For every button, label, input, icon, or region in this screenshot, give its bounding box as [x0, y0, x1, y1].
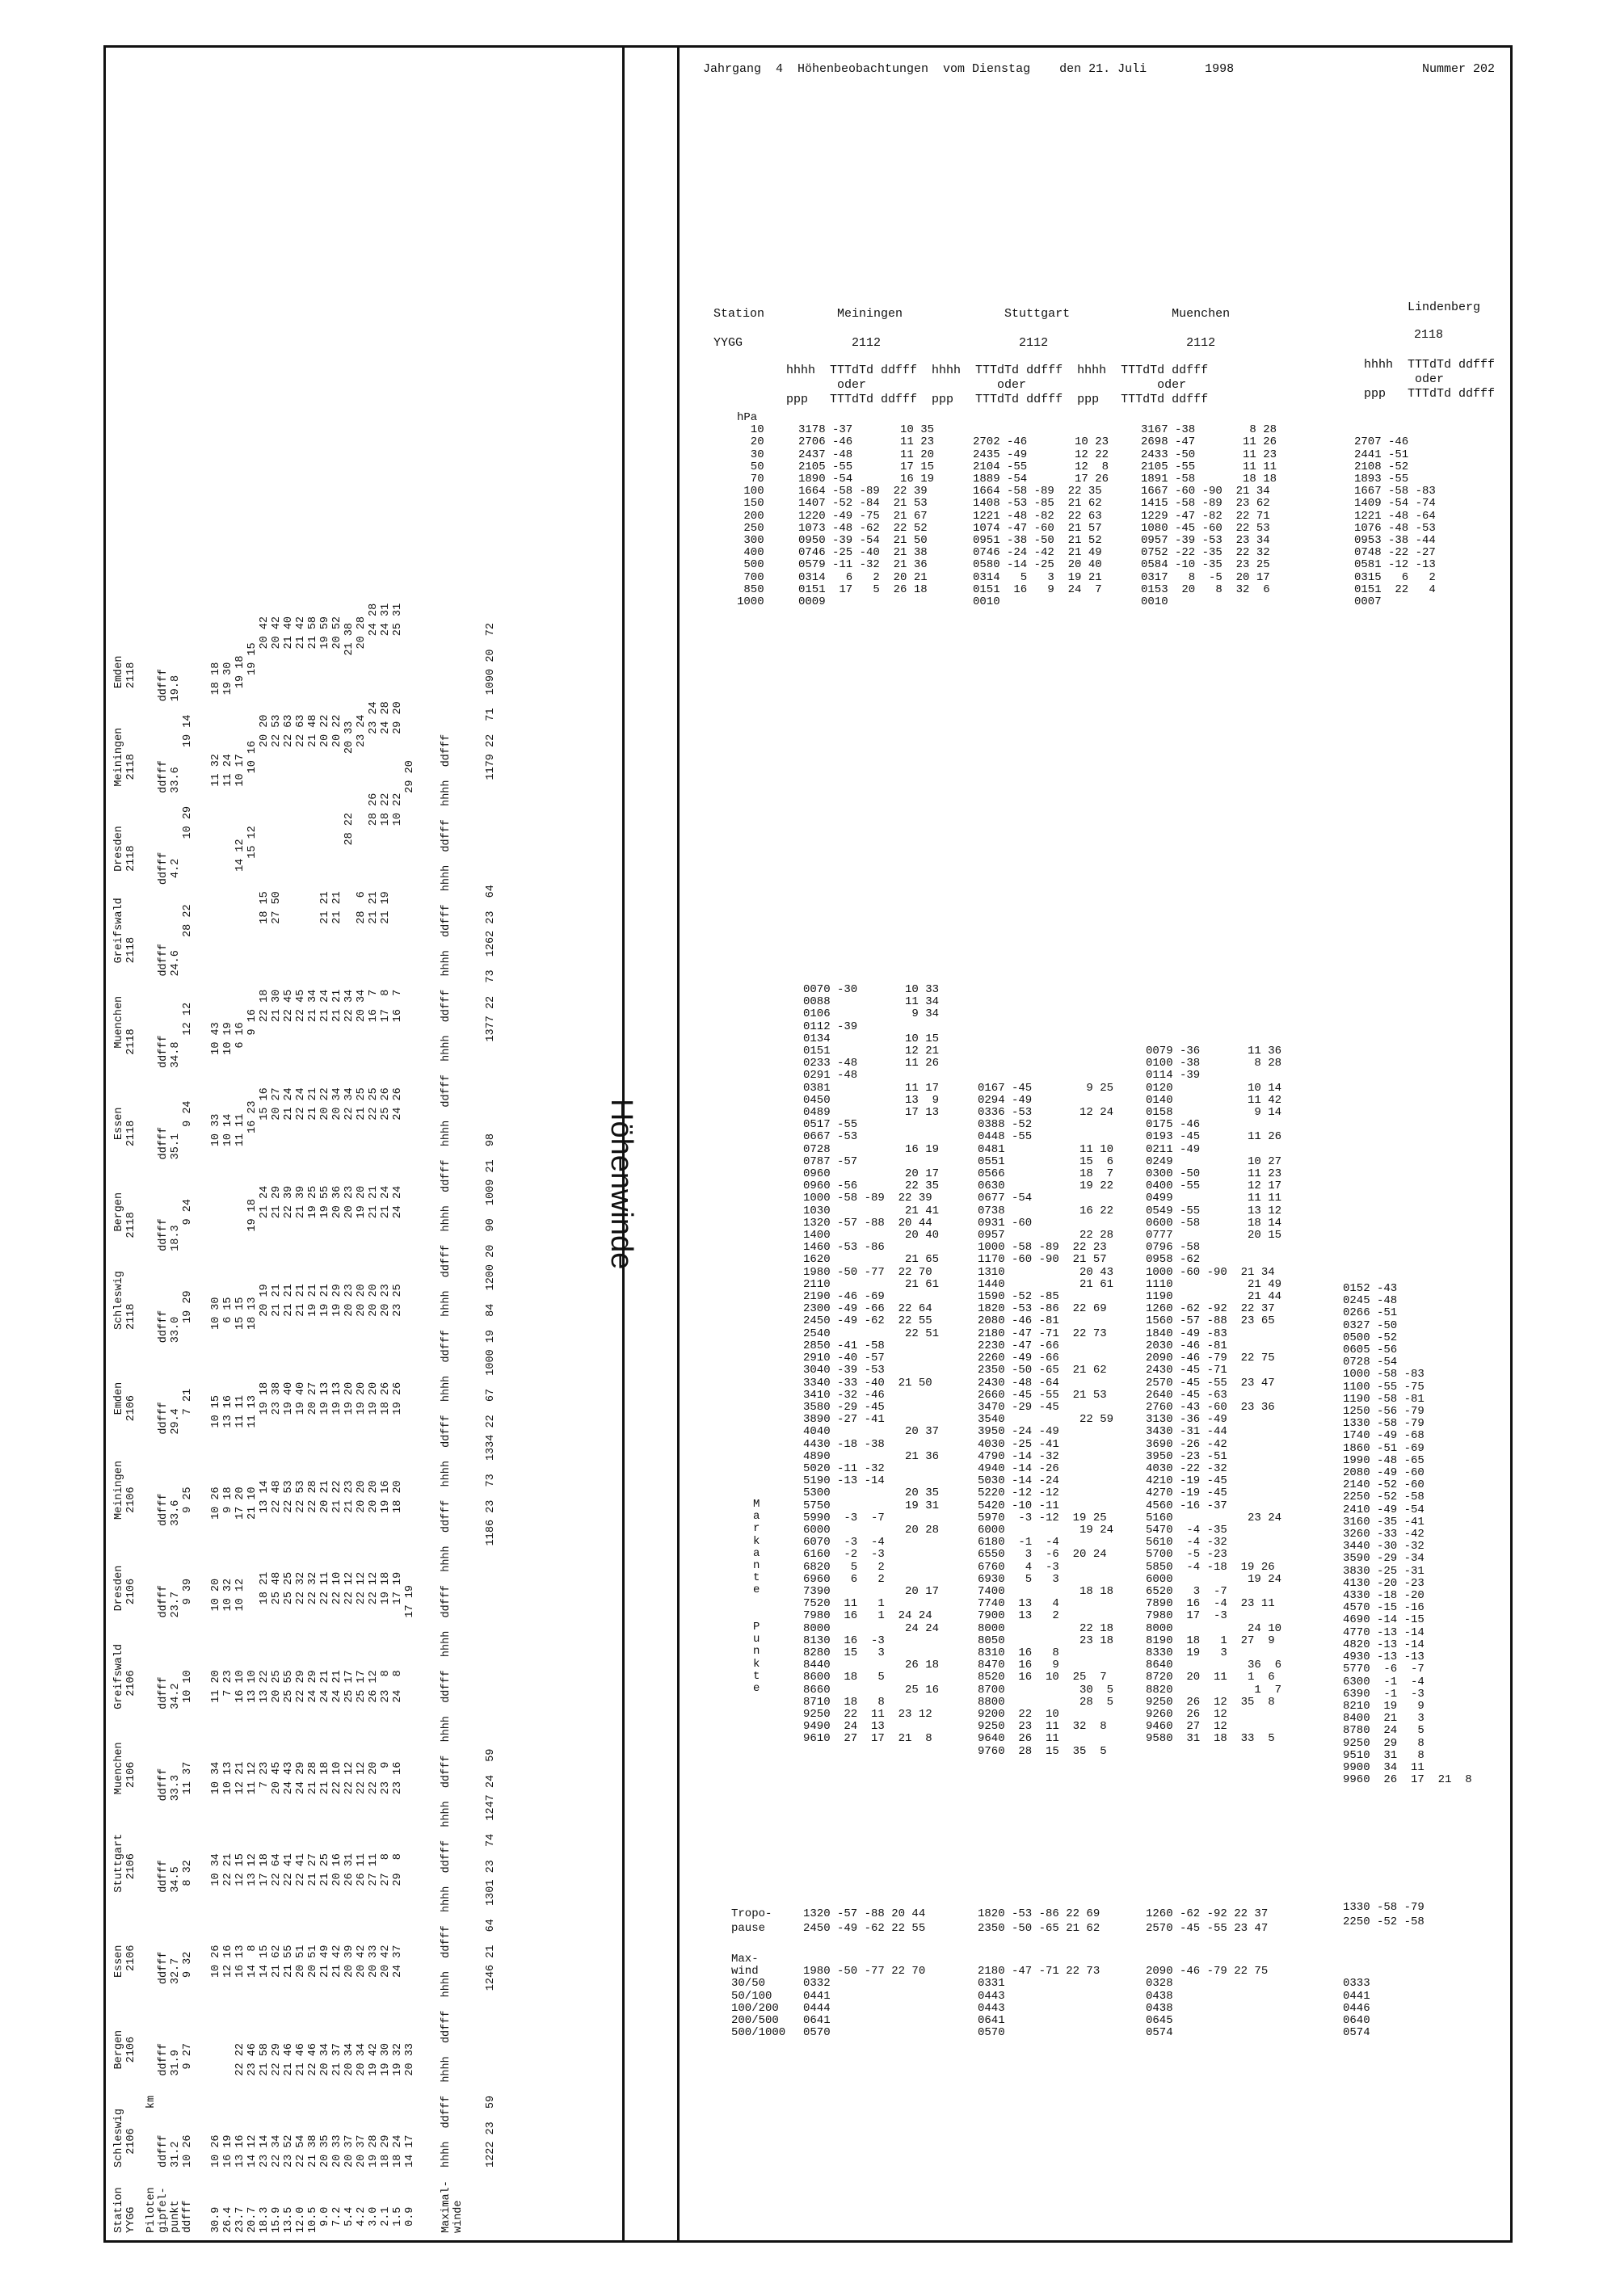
left-row-23-7: 23.7 13 16 22 22 16 13 12 15 12 21 16 10 10 12 17 20 11 11 15 15 11 11 6 16 14 12 10 17 19 18 — [234, 655, 246, 2233]
left-row-punkt: punkt 31.2 31.9 32.7 34.5 33.3 34.2 23.7 33.6 29.4 33.0 18.3 35.1 34.8 24.6 4.2 33.6 19.8 — [170, 675, 182, 2233]
sig-lindenberg: 0152 -43 0245 -48 0266 -51 0327 -50 0500 -52 0605 -56 0728 -54 1000 -58 -83 1100 -55 -75 1190 -58 -81 1250 -56 -79 1330 -58 -79 1740 -49 -68 1860 -51 -69 1990 -48 -65 2080 -49 -60 2140 -52 -60 2250 -52 -58 2410 -49 -54 3160 -35 -41 3260 -33 -42 3440 -30 -32 3590 -29 -34 3830 -25 -31 4130 -20 -23 4330 -18 -20 4570 -15 -16 4690 -14 -15 4770 -13 -14 4820 -13 -14 4930 -13 -13 5770 -6 -7 6300 -1 -4 6390 -1 -3 8210 19 9 8400 21 3 8780 24 5 9250 29 8 9510 31 8 9900 34 11 9960 26 17 21 8 — [1343, 1282, 1472, 1787]
maxwind-lindenberg: 0333 0441 0446 0640 0574 — [1343, 1977, 1370, 2040]
left-row-13-5: 13.5 23 52 21 46 21 55 22 41 24 43 25 55 25 25 22 53 19 40 21 21 22 39 21 24 22 45 22 63 21 40 — [283, 616, 295, 2233]
column-header-2: oder oder oder — [713, 378, 1187, 392]
left-row-26-4: 26.4 16 19 12 16 22 21 10 13 7 23 10 32 9 18 13 16 6 15 10 14 10 19 11 24 19 30 — [222, 662, 234, 2233]
left-row-maxwind-values: 1222 23 59 1246 21 64 1301 23 74 1247 24 59 1186 23 73 1334 22 67 1000 19 84 1200 20 90 1009 21 98 1377 22 73 1262 23 64 1179 22 71 1090 20 72 — [485, 623, 497, 2233]
divider-right — [677, 45, 680, 2243]
left-row-maximal: Maximal- hhhh ddfff hhhh ddfff hhhh ddfff hhhh ddfff hhhh ddfff hhhh ddfff hhhh ddfff hhhh ddfff hhhh ddfff hhhh ddfff hhhh ddfff hhhh ddfff hhhh ddfff hhhh ddfff hhhh ddfff hhhh ddfff hhhh ddfff — [440, 734, 452, 2233]
station-header-row: Station Meiningen Stuttgart Muenchen — [713, 307, 1231, 321]
maxwind-meiningen: 1980 -50 -77 22 70 0332 0441 0444 0641 0570 — [803, 1965, 926, 2040]
left-row-5-4: 5.4 20 37 20 34 20 39 26 31 22 12 25 17 22 12 21 23 19 20 20 23 20 23 22 34 22 34 28 22 20 33 21 38 — [343, 623, 356, 2233]
left-row-0-9: 0.9 14 17 20 33 17 19 29 20 — [404, 760, 416, 2233]
sig-stuttgart: 0167 -45 9 25 0294 -49 0336 -53 12 24 0388 -52 0448 -55 0481 11 10 0551 15 6 0566 18 7 0630 19 22 0677 -54 0738 16 22 0931 -60 0957 22 28 1000 -58 -89 22 23 1170 -60 -90 21 57 1310 20 43 1440 21 61 1590 -52 -85 1820 -53 -86 22 69 2080 -46 -81 2180 -47 -71 22 73 2230 -47 -66 2260 -49 -66 2350 -50 -65 21 62 2430 -48 -64 2660 -45 -55 21 53 3470 -29 -45 3540 22 59 3950 -24 -49 4030 -25 -41 4790 -14 -32 4940 -14 -26 5030 -14 -24 5220 -12 -12 5420 -10 -11 5970 -3 -12 19 25 6000 19 24 6180 -1 -4 6550 3 -6 20 24 6760 4 -3 6930 5 3 7400 18 18 7740 13 4 7900 13 2 8000 22 18 8050 23 18 8310 16 8 8470 16 9 8520 16 10 25 7 8700 30 5 8800 28 5 9200 22 10 9250 23 11 32 8 9640 26 11 9760 28 15 35 5 — [978, 1081, 1114, 1758]
tropo-meiningen: 1320 -57 -88 20 44 2450 -49 -62 22 55 — [803, 1907, 926, 1935]
std-meiningen: 3178 -37 10 35 2706 -46 11 23 2437 -48 11 20 2105 -55 17 15 1890 -54 16 19 1664 -58 -89 22 39 1407 -52 -84 21 53 1220 -49 -75 21 67 1073 -48 -62 22 52 0950 -39 -54 21 50 0746 -25 -40 21 38 0579 -11 -32 21 36 0314 6 2 20 21 0151 17 5 26 18 0009 — [798, 423, 935, 609]
left-row-9-0: 9.0 20 35 20 34 21 49 21 25 21 18 24 21 22 11 20 21 19 13 19 21 19 55 20 22 21 24 21 21 20 22 19 59 — [319, 616, 331, 2233]
std-lindenberg: 2707 -46 2441 -51 2108 -52 1893 -55 1667 -58 -83 1409 -54 -74 1221 -48 -64 1076 -48 -53 0953 -38 -44 0748 -22 -27 0581 -12 -13 0315 6 2 0151 22 4 0007 — [1354, 435, 1436, 609]
std-stuttgart: 2702 -46 10 23 2435 -49 12 22 2104 -55 12 8 1889 -54 17 26 1664 -58 -89 22 35 1408 -53 -85 21 62 1221 -48 -82 22 63 1074 -47 -60 21 57 0951 -38 -50 21 52 0746 -24 -42 21 49 0580 -14 -25 20 40 0314 5 3 19 21 0151 16 9 24 7 0010 — [973, 435, 1109, 609]
yygg-lindenberg: 2118 — [1414, 328, 1444, 342]
sig-meiningen: 0070 -30 10 33 0088 11 34 0106 9 34 0112 -39 0134 10 15 0151 12 21 0233 -48 11 26 0291 -48 0381 11 17 0450 13 9 0489 17 13 0517 -55 0667 -53 0728 16 19 0787 -57 0960 20 17 0960 -56 22 35 1000 -58 -89 22 39 1030 21 41 1320 -57 -88 20 44 1400 20 40 1460 -53 -86 1620 21 65 1980 -50 -77 22 70 2110 21 61 2190 -46 -69 2300 -49 -66 22 64 2450 -49 -62 22 55 2540 22 51 2850 -41 -58 2910 -40 -57 3040 -39 -53 3340 -33 -40 21 50 3410 -32 -46 3580 -29 -45 3890 -27 -41 4040 20 37 4430 -18 -38 4890 21 36 5020 -11 -32 5190 -13 -14 5300 20 35 5750 19 31 5990 -3 -7 6000 20 28 6070 -3 -4 6160 -2 -3 6820 5 2 6960 6 2 7390 20 17 7520 11 1 7980 16 1 24 24 8000 24 24 8130 16 -3 8280 15 3 8440 26 18 8600 18 5 8660 25 16 8710 18 8 9250 22 11 23 12 9490 24 13 9610 27 17 21 8 — [803, 983, 940, 1746]
left-row-gipfel: gipfel- ddfff ddfff ddfff ddfff ddfff ddfff ddfff ddfff ddfff ddfff ddfff ddfff ddfff ddfff ddfff ddfff ddfff — [158, 668, 170, 2233]
maxwind-muenchen: 2090 -46 -79 22 75 0328 0438 0438 0645 0574 — [1146, 1965, 1269, 2040]
maxwind-label: Max- wind 30/50 50/100 100/200 200/500 500/1000 — [731, 1953, 786, 2040]
station-lindenberg: Lindenberg — [1408, 301, 1481, 314]
tropopause-label: Tropo- pause — [731, 1907, 772, 1935]
left-row-yygg: YYGG 2106 2106 2106 2106 2106 2106 2106 2106 2106 2118 2118 2118 2118 2118 2118 2118 2118 — [125, 662, 137, 2233]
tropo-lindenberg: 1330 -58 -79 2250 -52 -58 — [1343, 1901, 1425, 1928]
left-row-ddfff: ddfff 10 26 9 27 9 32 8 32 11 37 10 10 9 39 9 25 7 21 19 29 9 24 9 24 12 12 28 22 10 29 19 14 — [182, 714, 194, 2233]
left-row-stations: Station Schleswig Bergen Essen Stuttgart Muenchen Greifswald Dresden Meiningen Emden Schleswig Bergen Essen Muenchen Greifswald Dresden Meiningen Emden — [113, 655, 125, 2233]
left-row-18-3: 18.3 23 14 21 58 14 15 17 18 7 23 13 22 18 21 13 14 19 18 20 19 21 24 15 16 22 18 18 15 20 20 20 42 — [259, 616, 271, 2233]
column-header-1: hhhh TTTdTd ddfff hhhh TTTdTd ddfff hhhh TTTdTd ddfff — [713, 364, 1209, 377]
left-row-1-5: 1.5 18 24 19 32 24 37 29 8 23 16 24 8 17 19 18 20 19 26 23 25 24 24 24 26 16 7 10 22 29 20 25 31 — [392, 603, 404, 2233]
left-row-2-1: 2.1 18 29 19 30 20 42 27 8 23 9 23 8 19 18 19 16 18 26 20 23 21 24 25 26 17 8 21 19 18 22 24 28 24 31 — [380, 603, 392, 2233]
lindenberg-header-3: ppp TTTdTd ddfff — [1364, 387, 1496, 401]
std-muenchen: 3167 -38 8 28 2698 -47 11 26 2433 -50 11 23 2105 -55 11 11 1891 -58 18 18 1667 -60 -90 21 34 1415 -58 -89 23 62 1229 -47 -82 22 71 1080 -45 -60 22 53 0957 -39 -53 23 34 0752 -22 -35 22 32 0584 -10 -35 23 25 0317 8 -5 20 17 0153 20 8 32 6 0010 — [1141, 423, 1277, 609]
left-row-winde: winde — [452, 2200, 465, 2233]
left-row-30-9: 30.9 10 26 10 26 10 34 10 34 11 20 10 20 10 26 10 15 10 30 10 33 10 43 11 32 18 18 — [210, 662, 222, 2233]
left-rotated-table — [113, 60, 614, 2233]
maxwind-stuttgart: 2180 -47 -71 22 73 0331 0443 0443 0641 0570 — [978, 1965, 1100, 2040]
left-row-4-2: 4.2 20 37 20 34 20 42 26 11 22 12 25 17 22 12 20 20 19 20 20 20 19 20 21 25 20 34 28 6 23 24 20 28 — [356, 616, 368, 2233]
lindenberg-header-1: hhhh TTTdTd ddfff — [1364, 358, 1496, 372]
markante-punkte-label: M a r k a n t e P u n k t e — [753, 1498, 760, 1696]
left-row-7-2: 7.2 20 33 21 37 21 42 20 16 22 10 24 21 22 10 21 22 19 13 19 29 20 36 20 34 21 21 21 21 20 22 20 52 — [331, 616, 343, 2233]
section-title: Höhenwinde — [604, 1099, 638, 1270]
column-header-3: ppp TTTdTd ddfff ppp TTTdTd ddfff ppp TTTdTd ddfff — [713, 393, 1209, 406]
report-number: Nummer 202 — [1422, 62, 1496, 76]
lindenberg-header-2: oder — [1364, 372, 1445, 386]
left-row-12-0: 12.0 22 54 21 46 20 51 22 41 24 29 22 29 22 32 22 53 19 40 21 21 21 39 22 24 22 45 22 63 21 42 — [295, 616, 307, 2233]
tropo-stuttgart: 1820 -53 -86 22 69 2350 -50 -65 21 62 — [978, 1907, 1100, 1935]
sig-muenchen: 0079 -36 11 36 0100 -38 8 28 0114 -39 0120 10 14 0140 11 42 0158 9 14 0175 -46 0193 -45 11 26 0211 -49 0249 10 27 0300 -50 11 23 0400 -55 12 17 0499 11 11 0549 -55 13 12 0600 -58 18 14 0777 20 15 0796 -58 0958 -62 1000 -60 -90 21 34 1110 21 49 1190 21 44 1260 -62 -92 22 37 1560 -57 -88 23 65 1840 -49 -83 2030 -46 -81 2090 -46 -79 22 75 2430 -45 -71 2570 -45 -55 23 47 2640 -45 -63 2760 -43 -60 23 36 3130 -36 -49 3430 -31 -44 3690 -26 -42 3950 -23 -51 4030 -22 -32 4210 -19 -45 4270 -19 -45 4560 -16 -37 5160 23 24 5470 -4 -35 5610 -4 -32 5700 -5 -23 5850 -4 -18 19 26 6000 19 24 6520 3 -7 7890 16 -4 23 11 7980 17 -3 8000 24 10 8190 18 1 27 9 8330 19 3 8640 36 6 8720 20 11 1 6 8820 1 7 9250 26 12 35 8 9260 26 12 9460 27 12 9580 31 18 33 5 — [1146, 1045, 1282, 1746]
left-row-15-9: 15.9 22 34 22 29 21 62 22 64 20 45 20 25 25 48 22 48 23 38 21 21 21 29 20 27 21 30 27 50 22 53 20 42 — [271, 616, 283, 2233]
left-row-3-0: 3.0 19 28 19 42 20 33 27 11 22 20 26 12 22 12 20 20 19 20 20 20 21 21 22 25 16 7 21 21 28 26 23 24 24 28 — [368, 603, 380, 2233]
yygg-row: YYGG 2112 2112 2112 — [713, 336, 1216, 350]
left-row-10-5: 10.5 21 38 22 46 20 51 21 27 21 28 24 29 22 32 22 28 20 27 19 21 19 25 21 21 21 34 21 48 21 58 — [307, 616, 319, 2233]
left-row-piloten: Piloten km — [145, 2095, 158, 2233]
tropo-muenchen: 1260 -62 -92 22 37 2570 -45 -55 23 47 — [1146, 1907, 1269, 1935]
std-levels-column: hPa 10 20 30 50 70 100 150 200 250 300 400 500 700 850 1000 — [737, 411, 764, 609]
report-header: Jahrgang 4 Höhenbeobachtungen vom Dienstag den 21. Juli 1998 — [703, 62, 1235, 76]
left-row-20-7: 20.7 14 12 23 46 14 8 13 12 11 12 13 10 21 10 11 13 18 13 19 18 16 23 9 16 15 12 10 16 19 15 — [246, 642, 259, 2233]
